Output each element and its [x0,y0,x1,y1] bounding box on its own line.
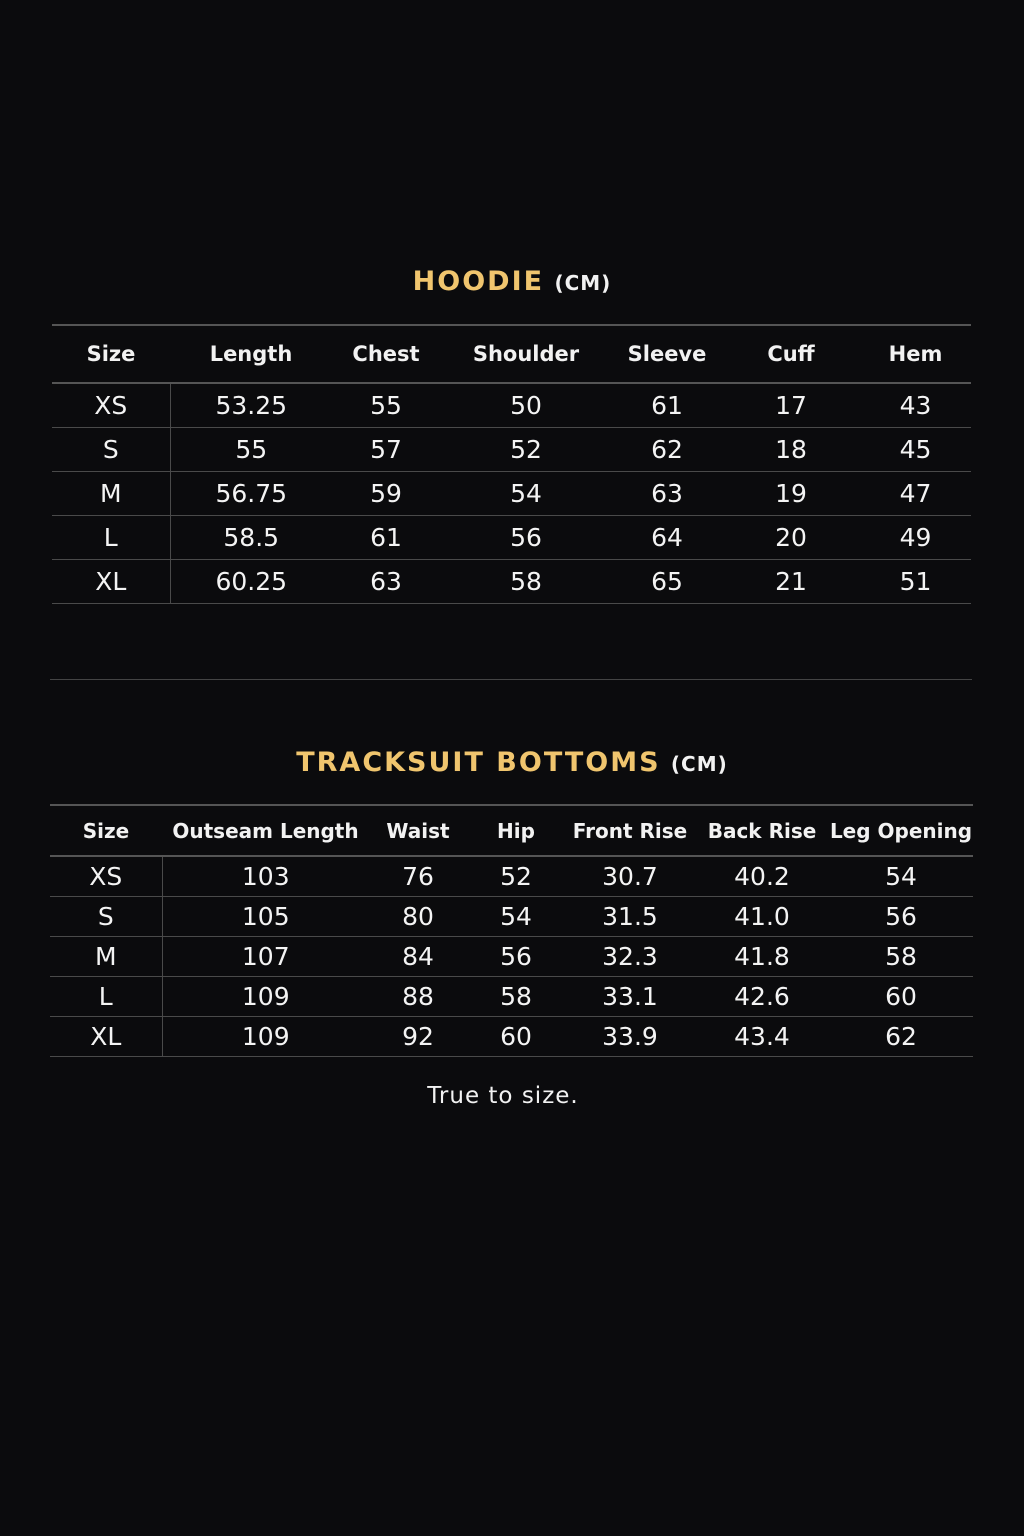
table-cell: 76 [369,856,467,897]
hoodie-unit: (CM) [554,271,612,295]
size-cell: XL [50,1017,162,1057]
fit-note: True to size. [427,1083,579,1109]
column-header: Hip [467,805,565,856]
table-row [50,897,973,937]
table-cell: 31.5 [565,897,695,937]
table-header-row [50,805,973,856]
table-cell: 57 [332,428,440,472]
column-header: Leg Opening [829,805,973,856]
column-header: Waist [369,805,467,856]
table-cell: 43 [860,383,971,428]
table-cell: 52 [440,428,612,472]
table-cell: 59 [332,472,440,516]
table-cell: 61 [612,383,722,428]
size-cell: M [52,472,170,516]
table-cell: 47 [860,472,971,516]
hoodie-size-table [52,324,971,604]
table-cell: 18 [722,428,860,472]
table-cell: 51 [860,560,971,604]
table-cell: 109 [162,977,369,1017]
table-row [52,428,971,472]
table-row [52,516,971,560]
size-cell: XS [52,383,170,428]
table-header-row [52,325,971,383]
table-cell: 62 [829,1017,973,1057]
column-header: Sleeve [612,325,722,383]
table-cell: 20 [722,516,860,560]
column-header: Outseam Length [162,805,369,856]
table-cell: 64 [612,516,722,560]
table-cell: 63 [332,560,440,604]
column-header: Size [52,325,170,383]
table-cell: 63 [612,472,722,516]
table-cell: 32.3 [565,937,695,977]
table-row [50,856,973,897]
table-cell: 58 [440,560,612,604]
size-cell: L [52,516,170,560]
table-cell: 109 [162,1017,369,1057]
table-row [52,472,971,516]
table-cell: 88 [369,977,467,1017]
table-cell: 41.8 [695,937,829,977]
table-cell: 60 [467,1017,565,1057]
bottoms-size-table [50,804,973,1057]
column-header: Size [50,805,162,856]
table-cell: 80 [369,897,467,937]
column-header: Chest [332,325,440,383]
table-cell: 107 [162,937,369,977]
table-cell: 58 [829,937,973,977]
column-header: Cuff [722,325,860,383]
size-cell: S [52,428,170,472]
table-cell: 58 [467,977,565,1017]
table-cell: 65 [612,560,722,604]
table-cell: 60 [829,977,973,1017]
section-divider [50,679,972,680]
table-cell: 33.9 [565,1017,695,1057]
table-cell: 55 [332,383,440,428]
table-cell: 52 [467,856,565,897]
table-cell: 55 [170,428,332,472]
column-header: Front Rise [565,805,695,856]
table-cell: 53.25 [170,383,332,428]
table-row [50,937,973,977]
bottoms-section-title [0,747,1024,778]
table-cell: 58.5 [170,516,332,560]
size-cell: S [50,897,162,937]
table-row [50,977,973,1017]
table-row [52,383,971,428]
table-cell: 21 [722,560,860,604]
column-header: Length [170,325,332,383]
table-cell: 92 [369,1017,467,1057]
table-cell: 54 [440,472,612,516]
bottoms-title-text: TRACKSUIT BOTTOMS [296,747,661,778]
table-cell: 84 [369,937,467,977]
table-cell: 103 [162,856,369,897]
table-cell: 50 [440,383,612,428]
column-header: Back Rise [695,805,829,856]
table-cell: 17 [722,383,860,428]
table-cell: 54 [467,897,565,937]
table-row [52,560,971,604]
table-cell: 43.4 [695,1017,829,1057]
size-cell: L [50,977,162,1017]
size-cell: XL [52,560,170,604]
size-cell: M [50,937,162,977]
table-cell: 56 [467,937,565,977]
column-header: Hem [860,325,971,383]
table-cell: 62 [612,428,722,472]
table-cell: 30.7 [565,856,695,897]
table-cell: 60.25 [170,560,332,604]
hoodie-section-title [0,266,1024,297]
table-cell: 19 [722,472,860,516]
table-cell: 105 [162,897,369,937]
table-cell: 41.0 [695,897,829,937]
table-cell: 56.75 [170,472,332,516]
size-cell: XS [50,856,162,897]
hoodie-title-text: HOODIE [412,266,545,297]
table-cell: 56 [829,897,973,937]
table-cell: 54 [829,856,973,897]
column-header: Shoulder [440,325,612,383]
table-cell: 42.6 [695,977,829,1017]
table-cell: 49 [860,516,971,560]
table-cell: 45 [860,428,971,472]
table-cell: 33.1 [565,977,695,1017]
table-cell: 56 [440,516,612,560]
bottoms-unit: (CM) [670,752,728,776]
table-cell: 61 [332,516,440,560]
table-cell: 40.2 [695,856,829,897]
table-row [50,1017,973,1057]
